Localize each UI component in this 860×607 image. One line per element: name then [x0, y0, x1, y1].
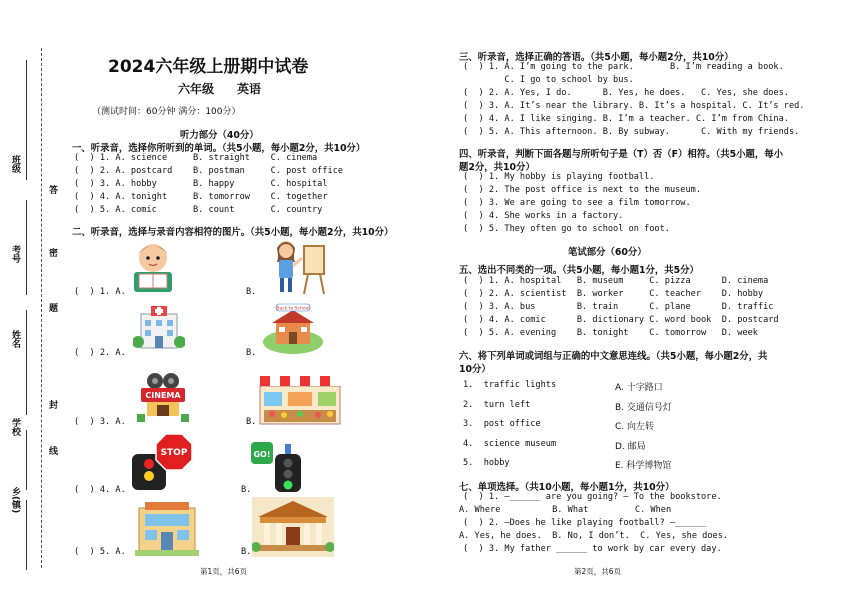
- section2-title: 二、听录音，选择与录音内容相符的图片。（共5小题，每小题2分，共10分）: [72, 227, 394, 238]
- question-row: ( ) 3. A. hobby B. happy C. hospital: [74, 179, 328, 189]
- question-row: ( ) 4. A. comic B. dictionary C. word book D. postcard: [463, 315, 779, 325]
- question-row: ( ) 2. A. scientist B. worker C. teacher D. hobby: [463, 289, 764, 299]
- seal-char: 线: [47, 446, 57, 455]
- town-label: 乡(镇): [10, 487, 20, 514]
- matching-left-column: [463, 380, 556, 478]
- binding-margin: [0, 0, 60, 607]
- question-row: ( ) 1. —______ are you going? — To the bookstore.: [463, 492, 722, 502]
- question-row: ( ) 3. A. It’s near the library. B. It’s a hospital. C. It’s red.: [463, 101, 805, 111]
- subject-label: 英语: [237, 82, 262, 96]
- section6-title: 六、将下列单词或词组与正确的中文意思连线。（共5小题，每小题2分，共: [459, 351, 768, 362]
- match-item: D. 邮局: [615, 441, 646, 452]
- museum-icon: [252, 497, 334, 557]
- matching-right-column: [615, 380, 672, 478]
- fill-line: [26, 430, 27, 490]
- svg-text:CINEMA: CINEMA: [145, 391, 181, 400]
- match-item: 3. post office: [463, 419, 541, 429]
- section4-title: 四、听录音，判断下面各题与所听句子是（T）否（F）相符。（共5小题，每小: [459, 149, 784, 160]
- section7-list: [459, 492, 728, 557]
- question-row: ( ) 5. A. evening B. tonight C. tomorrow D. week: [463, 328, 758, 338]
- option-b-label: B.: [241, 485, 252, 495]
- question-label: ( ) 1. A.: [74, 287, 126, 297]
- question-label: ( ) 4. A.: [74, 485, 126, 495]
- seal-char: 密: [47, 248, 57, 257]
- question-row: ( ) 2. A. Yes, I do. B. Yes, he does. C. Yes, she does.: [463, 88, 789, 98]
- exam-number-label: 考号: [10, 245, 20, 263]
- seal-char: 题: [47, 303, 57, 312]
- fill-line: [26, 60, 27, 180]
- option-b-label: B.: [246, 287, 257, 297]
- section1-title: 一、听录音，选择你所听到的单词。（共5小题，每小题2分，共10分）: [72, 143, 366, 154]
- section3-title: 三、听录音，选择正确的答语。（共5小题，每小题2分，共10分）: [459, 52, 734, 63]
- match-item: A. 十字路口: [615, 383, 663, 393]
- section7-title: 七、单项选择。（共10小题，每小题1分，共10分）: [459, 482, 675, 493]
- match-item: 2. turn left: [463, 399, 531, 410]
- question-row: ( ) 3. A. bus B. train C. plane D. traffic: [463, 302, 774, 312]
- match-item: C. 向左转: [615, 422, 655, 432]
- question-label: ( ) 2. A.: [74, 348, 126, 358]
- fill-line: [26, 500, 27, 570]
- question-row: C. I go to school by bus.: [463, 75, 634, 85]
- exam-info: （测试时间：60分钟 满分：100分）: [92, 107, 241, 117]
- grade-label: 六年级: [178, 82, 215, 96]
- seal-line: [41, 48, 42, 568]
- svg-text:Back to School: Back to School: [276, 306, 310, 312]
- question-row: ( ) 2. —Does he like playing football? —______: [463, 518, 707, 528]
- option-row: A. Where B. What C. When: [459, 505, 672, 515]
- question-row: ( ) 4. A. I like singing. B. I’m a teacher. C. I’m from China.: [463, 114, 789, 124]
- section6-title-cont: 10分）: [459, 364, 491, 375]
- section5-list: [463, 276, 779, 341]
- svg-text:GO!: GO!: [253, 450, 271, 459]
- match-item: E. 科学博物馆: [615, 461, 672, 471]
- question-row: ( ) 4. She works in a factory.: [463, 211, 624, 221]
- boy-reading-icon: [122, 236, 184, 294]
- question-row: ( ) 3. We are going to see a film tomorrow.: [463, 198, 691, 208]
- shop-icon: [258, 374, 342, 426]
- page-footer-right: 第2页，共6页: [574, 567, 622, 576]
- fill-line: [26, 200, 27, 295]
- class-label: 班级: [10, 155, 20, 173]
- option-row: A. Yes, he does. B. No, I don’t. C. Yes, she does.: [459, 531, 729, 541]
- seal-char: 封: [47, 400, 57, 409]
- question-row: ( ) 5. A. comic B. count C. country: [74, 205, 323, 215]
- section4-title-cont: 题2分，共10分）: [459, 162, 535, 173]
- match-item: 1. traffic lights: [463, 380, 557, 390]
- question-label: ( ) 3. A.: [74, 417, 126, 427]
- question-row: ( ) 1. A. science B. straight C. cinema: [74, 153, 318, 163]
- match-item: 4. science museum: [463, 438, 557, 449]
- question-row: ( ) 2. A. postcard B. postman C. post office: [74, 166, 344, 176]
- option-b-label: B.: [246, 348, 257, 358]
- question-label: ( ) 5. A.: [74, 547, 126, 557]
- option-b-label: B.: [246, 417, 257, 427]
- match-item: 5. hobby: [463, 458, 510, 468]
- girl-painting-icon: [268, 236, 330, 296]
- option-b-label: B.: [241, 547, 252, 557]
- question-row: ( ) 3. My father ______ to work by car every day.: [463, 544, 722, 554]
- school-icon: [262, 302, 324, 356]
- match-item: B. 交通信号灯: [615, 402, 672, 413]
- page-title: 2024六年级上册期中试卷: [108, 57, 309, 77]
- question-row: ( ) 5. A. This afternoon. B. By subway. C. With my friends.: [463, 127, 800, 137]
- question-row: ( ) 4. A. tonight B. tomorrow C. together: [74, 192, 328, 202]
- seal-char: 答: [47, 185, 57, 194]
- section5-title: 五、选出不同类的一项。（共5小题，每小题1分，共5分）: [459, 265, 699, 276]
- section3-list: [463, 62, 804, 140]
- cinema-icon: [137, 372, 189, 422]
- section1-list: [74, 153, 343, 218]
- question-row: ( ) 1. My hobby is playing football.: [463, 172, 655, 182]
- section4-list: [463, 172, 701, 237]
- stop-light-icon: [124, 432, 194, 492]
- question-row: ( ) 2. The post office is next to the museum.: [463, 185, 701, 195]
- question-row: ( ) 5. They often go to school on foot.: [463, 224, 670, 234]
- building-icon: [135, 498, 199, 556]
- listening-part-title: 听力部分（40分）: [180, 130, 259, 141]
- school-label: 学校: [10, 418, 20, 436]
- page-footer-left: 第1页，共6页: [200, 567, 248, 576]
- fill-line: [26, 310, 27, 415]
- hospital-icon: [133, 304, 185, 354]
- writing-part-title: 笔试部分（60分）: [568, 247, 647, 258]
- name-label: 姓名: [10, 330, 20, 348]
- svg-text:STOP: STOP: [160, 448, 188, 458]
- question-row: ( ) 1. A. I’m going to the park. B. I’m reading a book.: [463, 62, 784, 72]
- go-light-icon: [249, 440, 311, 494]
- question-row: ( ) 1. A. hospital B. museum C. pizza D. cinema: [463, 276, 769, 286]
